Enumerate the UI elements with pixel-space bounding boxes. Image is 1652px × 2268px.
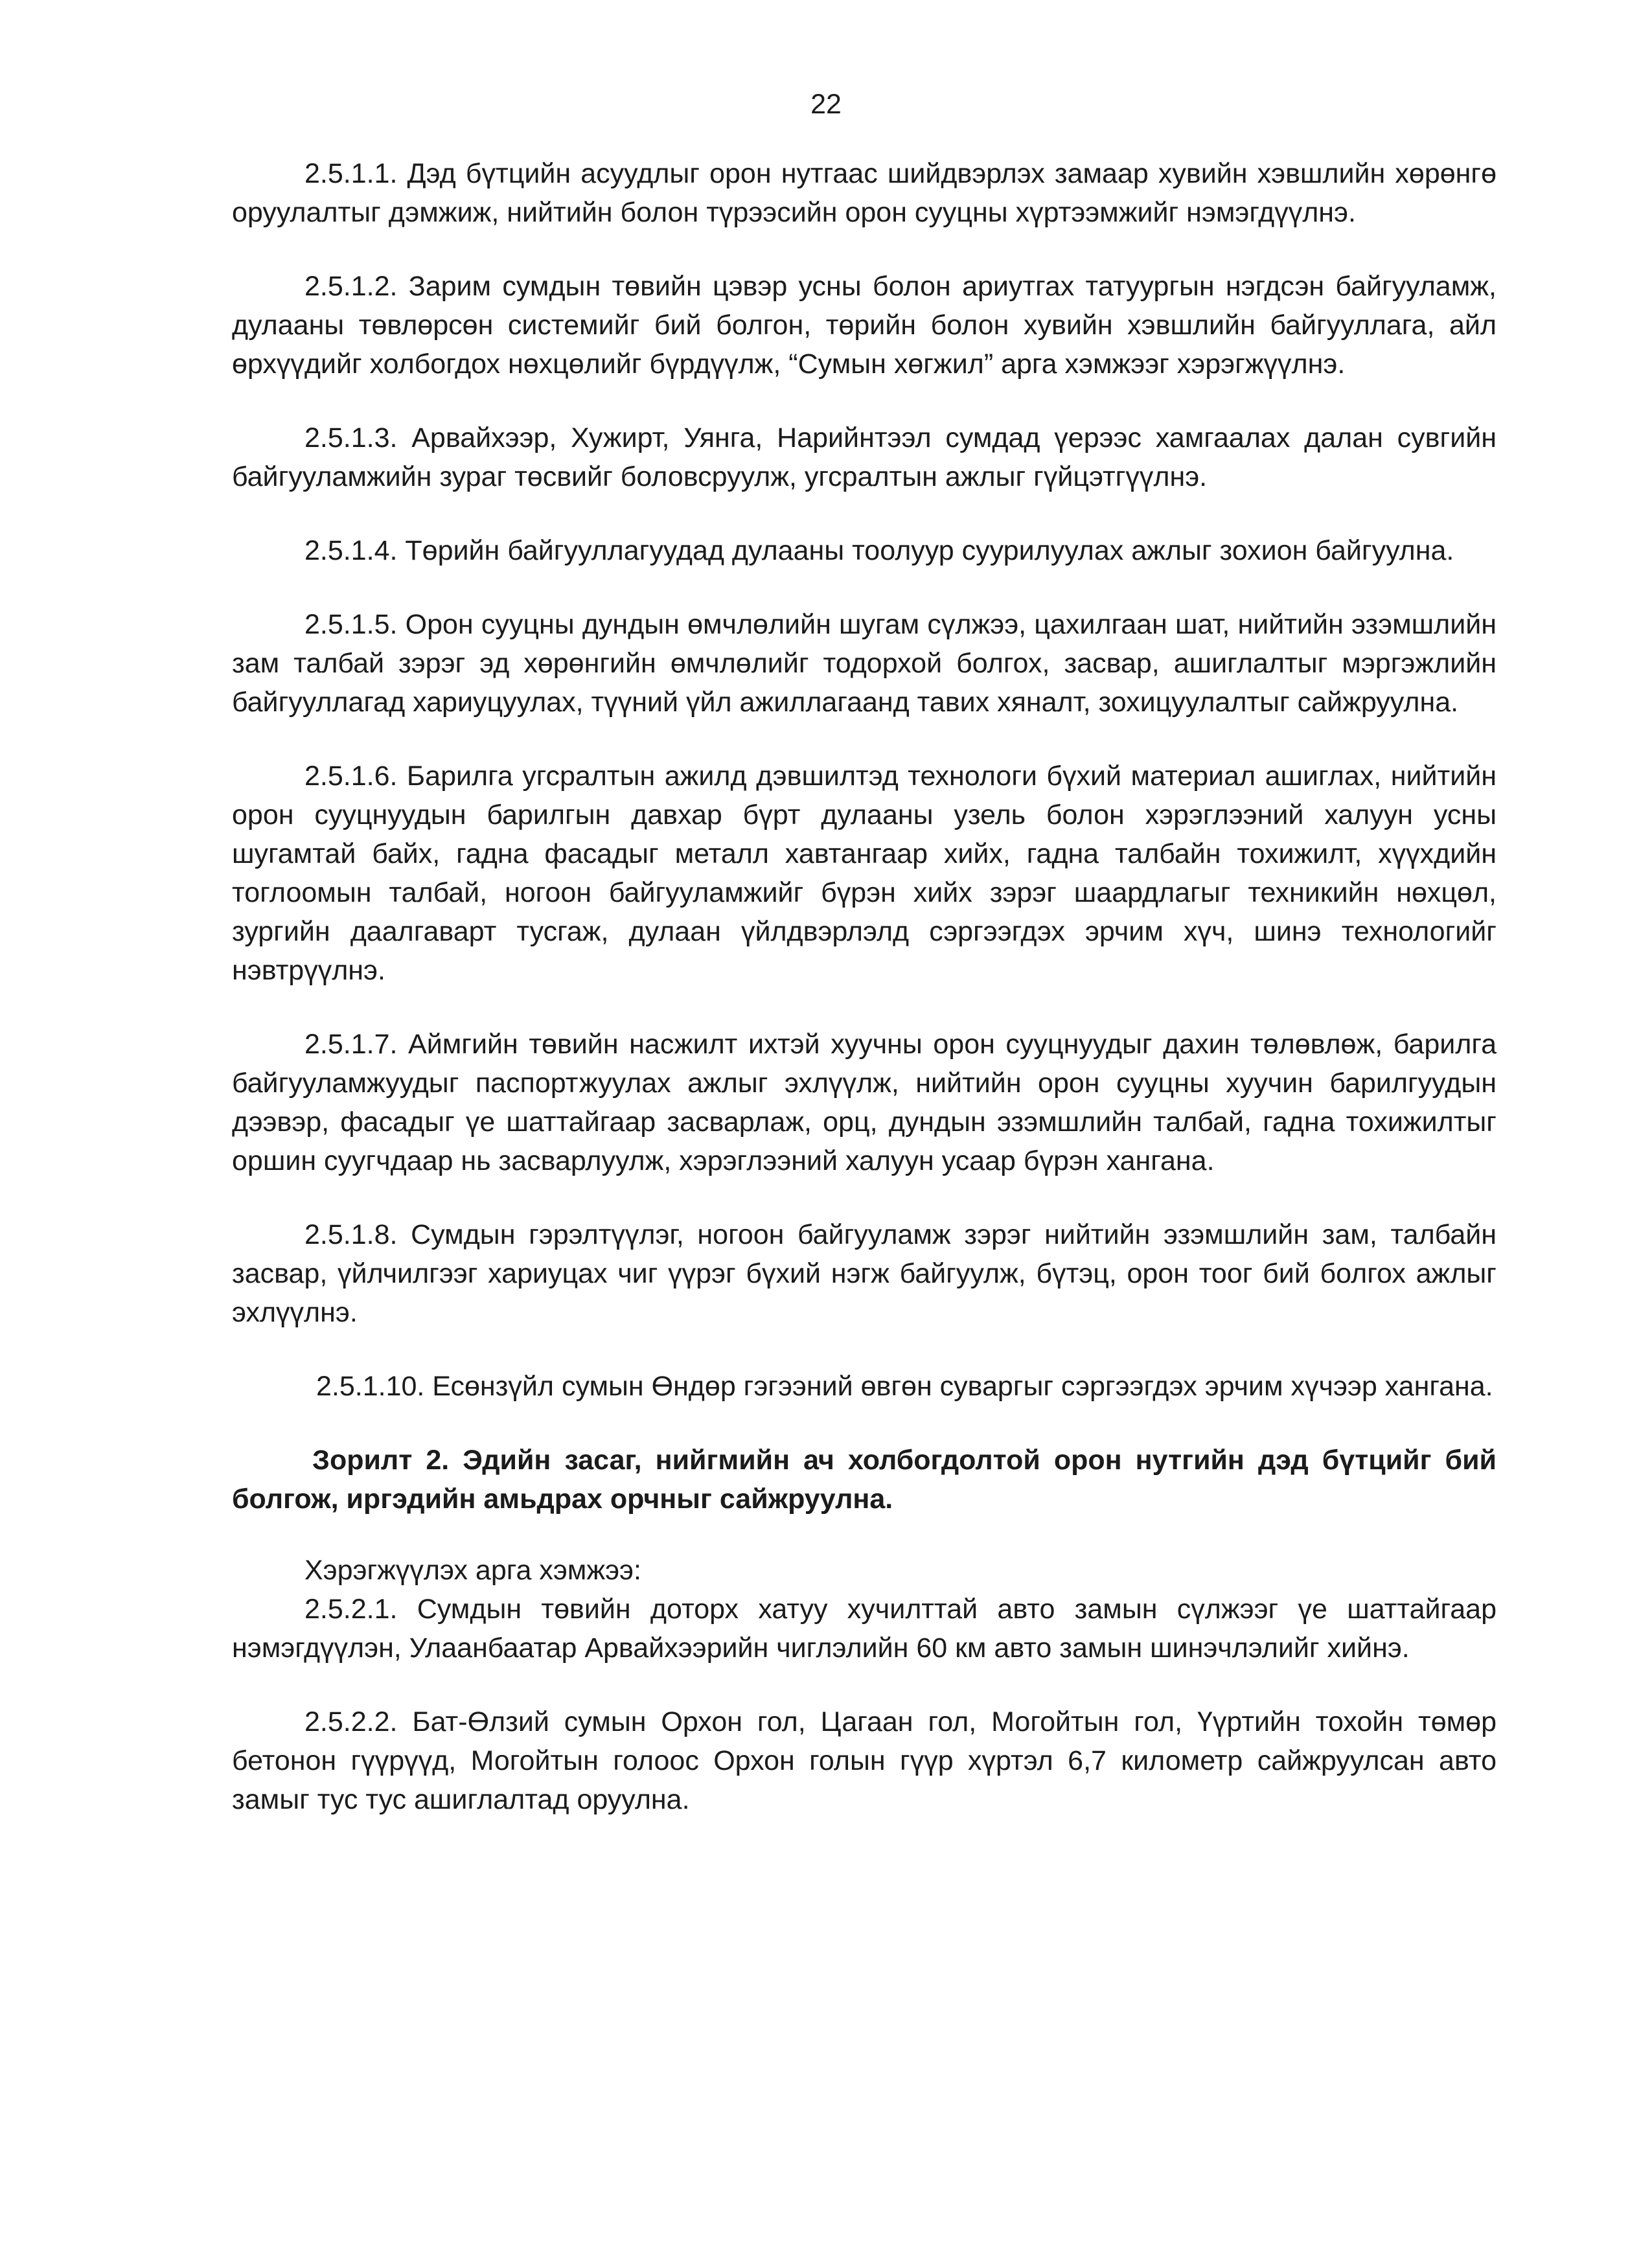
paragraph-2-5-1-3: 2.5.1.3. Арвайхээр, Хужирт, Уянга, Нарийнтээл сумдад үерээс хамгаалах далан сувгийн байгууламжийн зураг төсвийг боловсруулж, угсралтын ажлыг гүйцэтгүүлнэ. <box>232 422 1497 492</box>
paragraph-2-5-1-4: 2.5.1.4. Төрийн байгууллагуудад дулааны тоолуур суурилуулах ажлыг зохион байгуулна. <box>304 535 1454 566</box>
paragraph-2-5-1-8: 2.5.1.8. Сумдын гэрэлтүүлэг, ногоон байгууламж зэрэг нийтийн эзэмшлийн зам, талбайн засвар, үйлчилгээг хариуцах чиг үүрэг бүхий нэгж байгуулж, бүтэц, орон тоог бий болгох ажлыг эхлүүлнэ. <box>232 1219 1497 1328</box>
goal-2-heading: Зорилт 2. Эдийн засаг, нийгмийн ач холбогдолтой орон нутгийн дэд бүтцийг бий болгож, иргэдийн амьдрах орчныг сайжруулна. <box>232 1445 1497 1515</box>
paragraph-2-5-2-2: 2.5.2.2. Бат-Өлзий сумын Орхон гол, Цагаан гол, Могойтын гол, Үүртийн тохойн төмөр бетонон гүүрүүд, Могойтын голоос Орхон голын гүүр хүртэл 6,7 километр сайжруулсан авто замыг тус тус ашиглалтад оруулна. <box>232 1706 1497 1815</box>
paragraph-2-5-1-10: 2.5.1.10. Есөнзүйл сумын Өндөр гэгээний өвгөн суваргыг сэргээгдэх эрчим хүчээр хангана. <box>316 1371 1493 1402</box>
paragraph-2-5-2-1: 2.5.2.1. Сумдын төвийн доторх хатуу хучилттай авто замын сүлжээг үе шаттайгаар нэмэгдүүлэн, Улаанбаатар Арвайхээрийн чиглэлийн 60 км авто замын шинэчлэлийг хийнэ. <box>232 1594 1497 1664</box>
paragraph-2-5-1-2: 2.5.1.2. Зарим сумдын төвийн цэвэр усны болон ариутгах татуургын нэгдсэн байгууламж, дулааны төвлөрсөн системийг бий болгон, төрийн болон хувийн хэвшлийн байгууллага, айл өрхүүдийг холбогдох нөхцөлийг бүрдүүлж, “Сумын хөгжил” арга хэмжээг хэрэгжүүлнэ. <box>232 271 1497 380</box>
paragraph-2-5-1-6: 2.5.1.6. Барилга угсралтын ажилд дэвшилтэд технологи бүхий материал ашиглах, нийтийн орон сууцнуудын барилгын давхар бүрт дулааны узель болон хэрэглээний халуун усны шугамтай байх, гадна фасадыг металл хавтангаар хийх, гадна талбайн тохижилт, хүүхдийн тоглоомын талбай, ногоон байгууламжийг бүрэн хийх зэрэг шаардлагыг техникийн нөхцөл, зургийн даалгаварт тусгаж, дулаан үйлдвэрлэлд сэргээгдэх эрчим хүч, шинэ технологийг нэвтрүүлнэ. <box>232 761 1497 986</box>
paragraph-2-5-1-7: 2.5.1.7. Аймгийн төвийн насжилт ихтэй хуучны орон сууцнуудыг дахин төлөвлөж, барилга байгууламжуудыг паспортжуулах ажлыг эхлүүлж, нийтийн орон сууцны хуучин барилгуудын дээвэр, фасадыг үе шаттайгаар засварлаж, орц, дундын эзэмшлийн талбай, гадна тохижилтыг оршин суугчдаар нь засварлуулж, хэрэглээний халуун усаар бүрэн хангана. <box>232 1029 1497 1176</box>
measures-label: Хэрэгжүүлэх арга хэмжээ: <box>304 1555 641 1586</box>
paragraph-2-5-1-5: 2.5.1.5. Орон сууцны дундын өмчлөлийн шугам сүлжээ, цахилгаан шат, нийтийн эзэмшлийн зам талбай зэрэг эд хөрөнгийн өмчлөлийг тодорхой болгох, засвар, ашиглалтыг мэргэжлийн байгууллагад хариуцуулах, түүний үйл ажиллагаанд тавих хяналт, зохицуулалтыг сайжруулна. <box>232 609 1497 718</box>
document-body <box>232 154 1497 1854</box>
paragraph-2-5-1-1: 2.5.1.1. Дэд бүтцийн асуудлыг орон нутгаас шийдвэрлэх замаар хувийн хэвшлийн хөрөнгө оруулалтыг дэмжиж, нийтийн болон түрээсийн орон сууцны хүртээмжийг нэмэгдүүлнэ. <box>232 158 1497 228</box>
page-number: 22 <box>810 89 842 120</box>
